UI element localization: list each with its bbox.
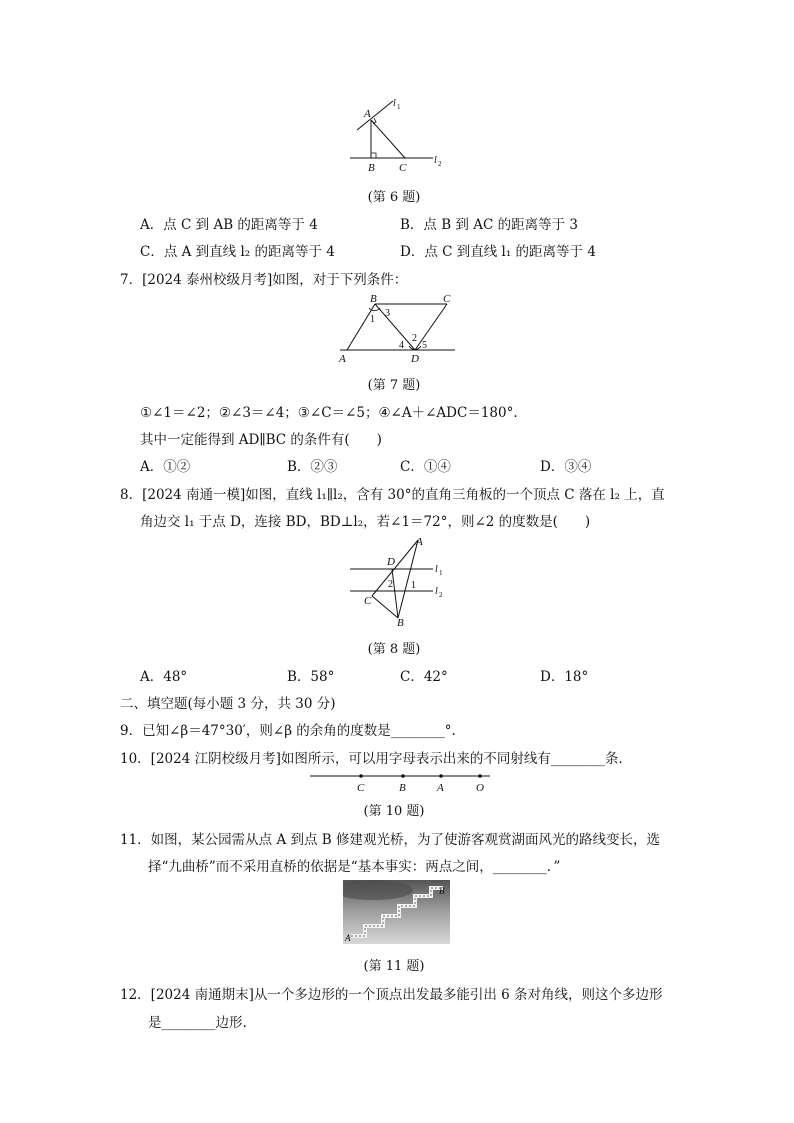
q10-stem: 10．[2024 江阴校级月考]如图所示，可以用字母表示出来的不同射线有________条.	[120, 751, 623, 767]
q7-question: 其中一定能得到 AD∥BC 的条件有( )	[140, 432, 382, 448]
q7-figure	[335, 290, 465, 368]
q7-label-3: 3	[385, 308, 390, 319]
q7-label-c: C	[443, 293, 451, 305]
q11-caption: (第 11 题)	[363, 959, 425, 974]
q7-label-d: D	[411, 353, 419, 365]
q8-label-l2: l	[435, 586, 438, 597]
q10-label-b: B	[399, 782, 406, 794]
q11-stem-line2: 择“九曲桥”而不采用直桥的依据是“基本事实：两点之间，________．”	[148, 859, 561, 875]
q8-label-a: A	[416, 536, 423, 548]
q8-option-b: B．58°	[287, 669, 335, 685]
q7-caption: (第 7 题)	[367, 378, 421, 393]
q7-label-5: 5	[422, 340, 427, 351]
q6-label-a: A	[364, 108, 371, 120]
q6-option-b: B．点 B 到 AC 的距离等于 3	[400, 217, 578, 233]
q6-label-l2-sub: 2	[438, 160, 442, 168]
q8-label-1: 1	[411, 580, 416, 591]
q12-line1: 12．[2024 南通期末]从一个多边形的一个顶点出发最多能引出 6 条对角线，则这个多边形	[120, 987, 663, 1003]
q6-label-l1: l	[393, 98, 396, 109]
q7-stem: 7．[2024 泰州校级月考]如图，对于下列条件：	[120, 272, 408, 288]
q11-stem-line1: 11．如图，某公园需从点 A 到点 B 修建观光桥，为了使游客观赏湖面风光的路线变长，选	[120, 832, 661, 848]
zigzag-bridge-photo	[343, 880, 450, 944]
q8-option-d: D．18°	[540, 669, 589, 685]
q8-option-c: C．42°	[400, 669, 448, 685]
q7-option-d: D．③④	[540, 459, 592, 475]
q7-label-2: 2	[412, 333, 417, 344]
q8-caption: (第 8 题)	[367, 642, 421, 657]
q6-option-c: C．点 A 到直线 l₂ 的距离等于 4	[140, 244, 335, 260]
q12-line2: 是________边形.	[148, 1015, 247, 1031]
q8-figure	[345, 532, 455, 627]
q10-label-c: C	[357, 782, 365, 794]
q8-label-d: D	[387, 556, 395, 568]
q8-option-a: A．48°	[140, 669, 188, 685]
q6-label-c: C	[399, 162, 407, 174]
q8-label-2: 2	[388, 579, 393, 590]
q7-conditions: ①∠1＝∠2；②∠3＝∠4；③∠C＝∠5；④∠A＋∠ADC＝180°.	[140, 405, 518, 421]
q10-figure	[305, 768, 495, 796]
q6-caption: (第 6 题)	[367, 190, 421, 205]
q6-label-l2: l	[434, 155, 437, 166]
q8-label-l1-sub: 1	[439, 569, 443, 577]
q10-caption: (第 10 题)	[363, 804, 425, 819]
q7-option-b: B．②③	[287, 459, 338, 475]
q8-label-l1: l	[435, 564, 438, 575]
q6-option-a: A．点 C 到 AB 的距离等于 4	[140, 217, 318, 233]
q8-label-b: B	[397, 617, 404, 627]
q7-label-4: 4	[399, 340, 404, 351]
q7-option-c: C．①④	[400, 459, 451, 475]
q11-label-a: A	[345, 933, 351, 943]
q7-label-b: B	[370, 293, 377, 305]
q6-figure	[345, 95, 455, 175]
q7-label-a: A	[339, 353, 346, 365]
section-2-heading: 二、填空题(每小题 3 分，共 30 分)	[120, 696, 336, 712]
q9-text: 9．已知∠β＝47°30′，则∠β 的余角的度数是________°.	[120, 723, 456, 739]
q8-label-c: C	[364, 595, 372, 607]
q10-label-o: O	[476, 782, 484, 794]
q8-stem-line2: 角边交 l₁ 于点 D，连接 BD，BD⊥l₂，若∠1＝72°，则∠2 的度数是( )	[140, 514, 591, 530]
q6-label-b: B	[368, 162, 375, 174]
q8-stem-line1: 8．[2024 南通一模]如图，直线 l₁∥l₂，含有 30°的直角三角板的一个顶点 C 落在 l₂ 上，直	[120, 487, 665, 503]
q10-label-a: A	[437, 782, 444, 794]
q7-label-1: 1	[370, 314, 375, 325]
q11-label-b: B	[439, 886, 445, 896]
q6-label-l1-sub: 1	[397, 103, 401, 111]
q8-label-l2-sub: 2	[439, 591, 443, 599]
q7-option-a: A．①②	[140, 459, 191, 475]
q6-option-d: D．点 C 到直线 l₁ 的距离等于 4	[400, 244, 596, 260]
